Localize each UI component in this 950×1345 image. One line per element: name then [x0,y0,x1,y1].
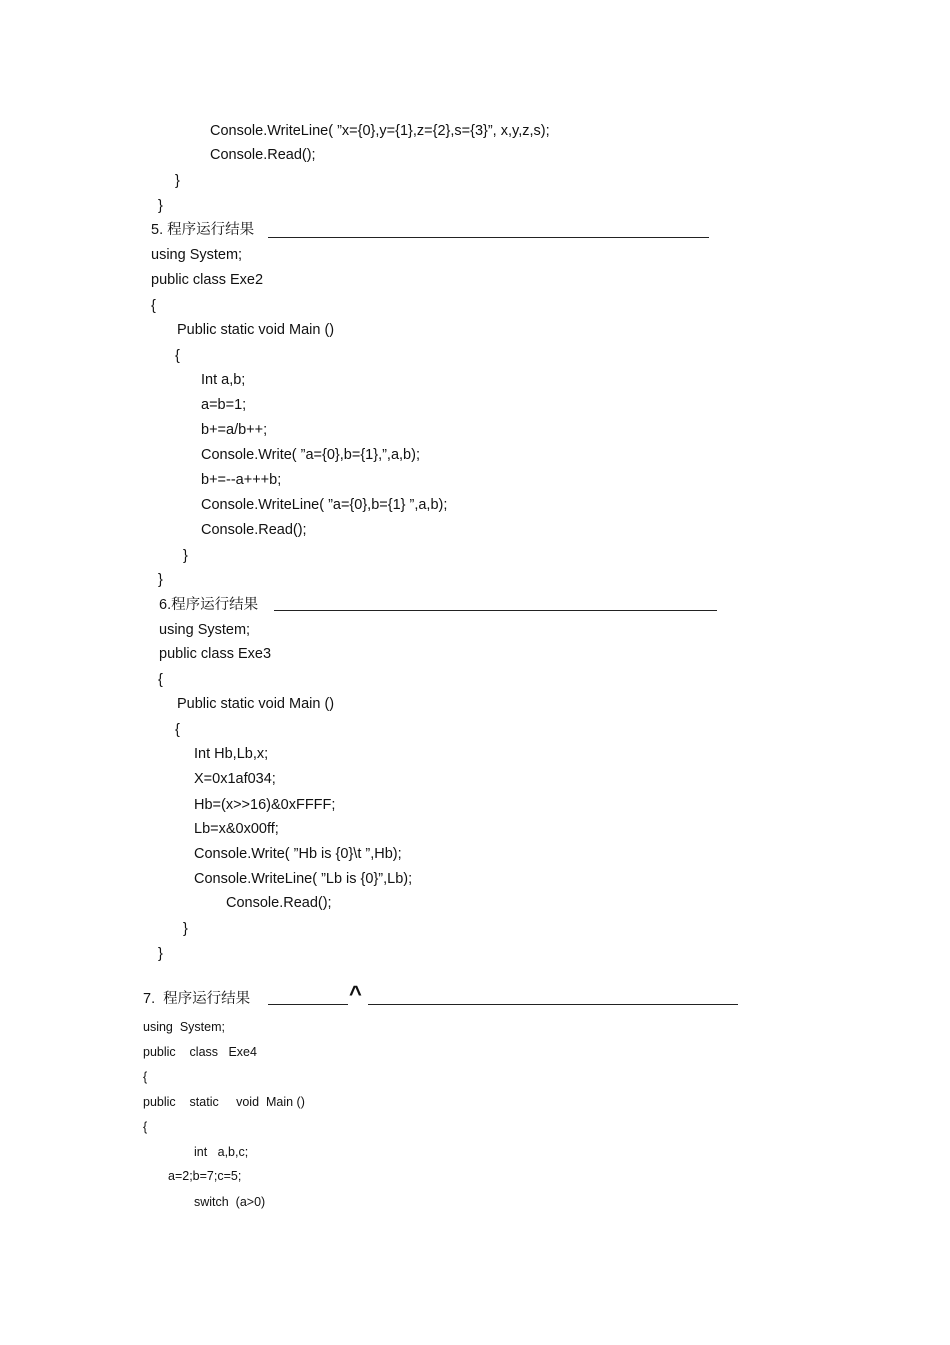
answer-blank-line [268,1004,348,1005]
caret-mark: ^ [349,981,362,1006]
code-line: X=0x1af034; [194,771,276,787]
code-line: b+=--a+++b; [201,472,282,488]
code-line: Hb=(x>>16)&0xFFFF; [194,797,336,813]
answer-blank-line [274,610,717,611]
code-line: } [158,572,163,588]
question-6-heading: 6.程序运行结果 [159,597,259,613]
code-line: { [143,1070,148,1084]
code-line: { [143,1120,148,1134]
code-line: { [151,298,156,314]
code-line: Console.Write( ”Hb is {0}\t ”,Hb); [194,846,402,862]
code-line: Console.WriteLine( ”a={0},b={1} ”,a,b); [201,497,448,513]
code-line: Console.Write( ”a={0},b={1},”,a,b); [201,447,420,463]
code-line: Int Hb,Lb,x; [194,746,269,762]
code-line: } [183,921,188,937]
code-line: } [183,548,188,564]
code-line: public class Exe4 [143,1045,257,1059]
code-line: Console.WriteLine( ”Lb is {0}”,Lb); [194,871,413,887]
code-line: } [158,198,163,214]
code-line: switch (a>0) [194,1195,266,1209]
code-line: { [175,722,180,738]
code-line: Lb=x&0x00ff; [194,821,279,837]
code-line: Public static void Main () [177,322,335,338]
code-line: int a,b,c; [194,1145,249,1159]
code-line: { [158,672,163,688]
code-line: a=2;b=7;c=5; [168,1169,242,1183]
code-line: using System; [159,622,251,638]
answer-blank-line [268,237,709,238]
code-line: Public static void Main () [177,696,335,712]
code-line: b+=a/b++; [201,422,268,438]
code-line: public class Exe2 [151,272,264,288]
code-line: Console.Read(); [226,895,332,911]
code-line: Console.Read(); [201,522,307,538]
question-7-heading: 7. 程序运行结果 [143,991,251,1007]
code-line: using System; [143,1020,225,1034]
question-5-heading: 5. 程序运行结果 [151,222,255,238]
code-line: public class Exe3 [159,646,272,662]
code-line: Console.WriteLine( ”x={0},y={1},z={2},s={3}”, x,y,z,s); [210,123,550,139]
answer-blank-line [368,1004,738,1005]
code-line: using System; [151,247,243,263]
code-line: } [175,173,180,189]
code-line: } [158,946,163,962]
code-line: public static void Main () [143,1095,305,1109]
code-line: Int a,b; [201,372,246,388]
code-line: { [175,348,180,364]
code-line: a=b=1; [201,397,247,413]
code-line: Console.Read(); [210,147,316,163]
